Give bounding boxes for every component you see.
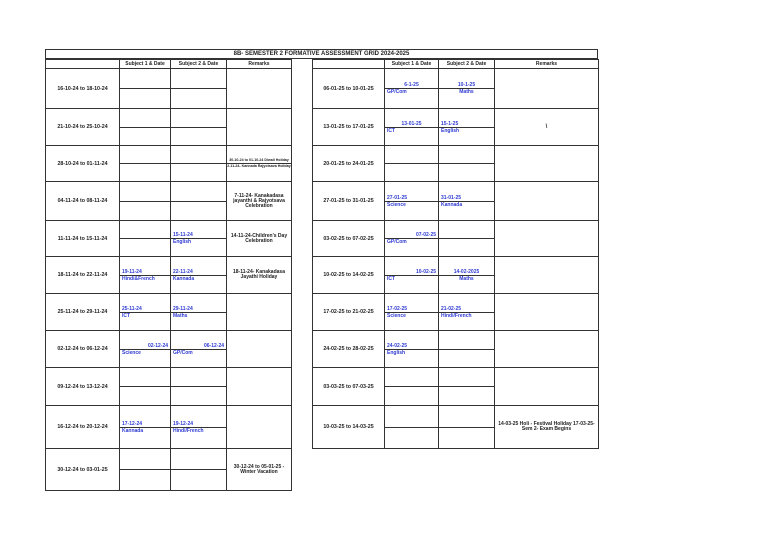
subject1-name: [120, 163, 170, 164]
subject2-cell[interactable]: [439, 368, 495, 406]
subject2-date: 31-01-25: [441, 194, 462, 201]
header-subject2: Subject 2 & Date: [439, 60, 495, 69]
week-range: 17-02-25 to 21-02-25: [313, 294, 385, 331]
subject1-name: Hindi&French: [120, 275, 170, 282]
subject1-name: GP/Com: [385, 88, 438, 95]
subject2-name: [439, 349, 494, 350]
subject1-cell[interactable]: [120, 406, 171, 449]
table-row: [313, 182, 599, 221]
table-row: [46, 69, 292, 109]
header-week: [46, 60, 120, 69]
subject1-name: ICT: [120, 312, 170, 319]
subject1-name: GP/Com: [385, 238, 438, 245]
table-row: [313, 221, 599, 257]
subject2-date: 21-02-25: [441, 305, 462, 312]
subject2-name: Hindi/French: [171, 427, 226, 434]
subject2-name: [171, 201, 226, 202]
remark-diwali: 30-10-24 to 01-10-24 Diwali Holiday: [229, 158, 289, 162]
subject2-cell[interactable]: [439, 182, 495, 221]
table-row: [313, 109, 599, 146]
remarks-cell: [495, 294, 599, 331]
week-range: 28-10-24 to 01-11-24: [46, 146, 120, 182]
week-range: 10-03-25 to 14-03-25: [313, 406, 385, 449]
subject2-name: [439, 386, 494, 387]
subject1-cell[interactable]: [120, 294, 171, 331]
subject2-cell[interactable]: [439, 406, 495, 449]
subject2-date: 15-1-25: [441, 120, 459, 127]
subject2-name: [171, 163, 226, 164]
subject1-cell[interactable]: [385, 221, 439, 257]
subject2-cell[interactable]: [171, 146, 227, 182]
subject1-cell[interactable]: [120, 109, 171, 146]
remarks-cell: [495, 257, 599, 294]
subject1-name: [120, 386, 170, 387]
subject2-cell[interactable]: [439, 294, 495, 331]
table-row: [46, 109, 292, 146]
subject2-date: 15-11-24: [173, 232, 193, 238]
remarks-cell: [495, 146, 599, 182]
subject2-cell[interactable]: [439, 69, 495, 109]
week-range: 24-02-25 to 28-02-25: [313, 331, 385, 368]
week-range: 25-11-24 to 29-11-24: [46, 294, 120, 331]
subject1-name: Science: [385, 312, 438, 319]
subject2-cell[interactable]: [171, 331, 227, 368]
remarks-cell: 30-12-24 to 05-01-25 -Winter Vacation: [227, 449, 292, 491]
remarks-cell: 18-11-24- Kanakadasa Jayathi Holiday: [227, 257, 292, 294]
subject2-cell[interactable]: [439, 109, 495, 146]
remarks-cell: [227, 109, 292, 146]
subject1-date: 24-02-25: [387, 342, 408, 349]
week-range: 27-01-25 to 31-01-25: [313, 182, 385, 221]
week-range: 04-11-24 to 08-11-24: [46, 182, 120, 221]
week-range: 03-02-25 to 07-02-25: [313, 221, 385, 257]
subject1-cell[interactable]: [385, 406, 439, 449]
subject2-date: 22-11-24: [173, 268, 193, 275]
subject2-name: Maths: [439, 275, 494, 282]
remarks-cell: [495, 69, 599, 109]
subject1-name: [385, 427, 438, 428]
subject1-cell[interactable]: [385, 368, 439, 406]
subject2-date: 06-12-24: [203, 342, 224, 349]
week-range: 06-01-25 to 10-01-25: [313, 69, 385, 109]
subject2-cell[interactable]: [439, 221, 495, 257]
subject2-cell[interactable]: [171, 368, 227, 406]
subject1-date: 6-1-25: [404, 82, 419, 88]
left-grid: [45, 59, 292, 491]
subject1-cell[interactable]: [385, 109, 439, 146]
subject2-cell[interactable]: [171, 406, 227, 449]
subject2-name: Kannada: [439, 201, 494, 208]
subject1-name: [385, 163, 438, 164]
subject2-name: Kannada: [171, 275, 226, 282]
subject1-date: 13-01-25: [401, 120, 422, 127]
subject1-date: 17-12-24: [122, 420, 143, 427]
header-subject2: Subject 2 & Date: [171, 60, 227, 69]
table-row: [313, 331, 599, 368]
remarks-cell: [495, 221, 599, 257]
subject1-cell[interactable]: [120, 221, 171, 257]
header-remarks: Remarks: [495, 60, 599, 69]
week-range: 02-12-24 to 06-12-24: [46, 331, 120, 368]
subject1-name: English: [385, 349, 438, 356]
subject1-name: [120, 201, 170, 202]
subject2-name: Hindi/French: [439, 312, 494, 319]
subject1-name: ICT: [385, 127, 438, 134]
week-range: 30-12-24 to 03-01-25: [46, 449, 120, 491]
remarks-cell: [495, 368, 599, 406]
sheet-title: 8B- SEMESTER 2 FORMATIVE ASSESSMENT GRID 2024-2025: [45, 49, 598, 59]
remarks-cell: \: [495, 109, 599, 146]
remarks-cell: [227, 69, 292, 109]
remarks-cell: [495, 331, 599, 368]
table-row: [46, 449, 292, 491]
subject2-name: [171, 88, 226, 89]
subject2-cell[interactable]: [171, 182, 227, 221]
subject2-name: [171, 386, 226, 387]
subject1-cell[interactable]: [385, 182, 439, 221]
subject1-date: 02-12-24: [147, 342, 168, 349]
subject2-cell[interactable]: [171, 109, 227, 146]
subject2-cell[interactable]: [171, 449, 227, 491]
subject2-cell[interactable]: [439, 146, 495, 182]
table-row: [46, 182, 292, 221]
table-row: [313, 368, 599, 406]
subject2-name: Maths: [439, 88, 494, 95]
subject1-name: Science: [385, 201, 438, 208]
subject1-cell[interactable]: [120, 182, 171, 221]
right-grid: [312, 59, 599, 449]
week-range: 09-12-24 to 13-12-24: [46, 368, 120, 406]
remarks-cell: [227, 331, 292, 368]
subject2-cell[interactable]: [171, 69, 227, 109]
header-subject1: Subject 1 & Date: [120, 60, 171, 69]
subject1-date: 19-11-24: [122, 268, 142, 275]
subject1-cell[interactable]: [385, 294, 439, 331]
remarks-cell: [227, 368, 292, 406]
subject1-name: [385, 386, 438, 387]
subject2-date: 14-02-2025: [453, 268, 480, 275]
subject1-cell[interactable]: [120, 257, 171, 294]
remarks-cell: 7-11-24- Kanakadasa jayanthi & Rajyotsava Celebration: [227, 182, 292, 221]
subject2-date: 10-1-25: [457, 82, 476, 88]
subject2-name: [439, 238, 494, 239]
header-subject1: Subject 1 & Date: [385, 60, 439, 69]
subject2-name: English: [171, 238, 226, 245]
subject1-cell[interactable]: [385, 331, 439, 368]
subject1-cell[interactable]: [385, 257, 439, 294]
week-range: 21-10-24 to 25-10-24: [46, 109, 120, 146]
remarks-cell: [227, 406, 292, 449]
header-remarks: Remarks: [227, 60, 292, 69]
subject1-name: [120, 127, 170, 128]
subject1-date: 10-02-25: [415, 268, 436, 275]
table-row: [313, 294, 599, 331]
remark-rajyotsava: 2-11-24- Kannada Rajyotsava Holiday: [227, 164, 291, 168]
subject2-date: 19-12-24: [173, 420, 194, 427]
subject2-cell[interactable]: [439, 331, 495, 368]
table-row: [313, 69, 599, 109]
subject2-cell[interactable]: [171, 257, 227, 294]
week-range: 16-10-24 to 18-10-24: [46, 69, 120, 109]
table-row: [46, 368, 292, 406]
subject2-name: [171, 127, 226, 128]
table-row: [313, 146, 599, 182]
remarks-cell: [495, 182, 599, 221]
week-range: 10-02-25 to 14-02-25: [313, 257, 385, 294]
table-row: [46, 146, 292, 182]
subject2-name: [439, 163, 494, 164]
subject1-name: Science: [120, 349, 170, 356]
subject1-name: ICT: [385, 275, 438, 282]
subject1-name: [120, 469, 170, 470]
table-row: [46, 221, 292, 257]
subject1-cell[interactable]: [120, 331, 171, 368]
remarks-cell: 14-11-24-Children's Day Celebration: [227, 221, 292, 257]
subject2-cell[interactable]: [439, 257, 495, 294]
week-range: 13-01-25 to 17-01-25: [313, 109, 385, 146]
subject2-name: Maths: [171, 312, 226, 319]
subject1-cell[interactable]: [120, 69, 171, 109]
week-range: 20-01-25 to 24-01-25: [313, 146, 385, 182]
subject1-name: [120, 238, 170, 239]
table-row: [313, 406, 599, 449]
subject2-name: [171, 469, 226, 470]
header-week: [313, 60, 385, 69]
remarks-cell: [227, 146, 292, 182]
subject1-cell[interactable]: [120, 449, 171, 491]
subject2-cell[interactable]: [171, 294, 227, 331]
subject1-date: 25-11-24: [122, 305, 142, 312]
table-row: [46, 331, 292, 368]
week-range: 16-12-24 to 20-12-24: [46, 406, 120, 449]
week-range: 18-11-24 to 22-11-24: [46, 257, 120, 294]
subject1-date: 17-02-25: [387, 305, 408, 312]
table-row: [46, 406, 292, 449]
table-row: [46, 257, 292, 294]
subject1-name: [120, 88, 170, 89]
subject1-date: 07-02-25: [415, 232, 436, 238]
subject1-name: Kannada: [120, 427, 170, 434]
week-range: 11-11-24 to 15-11-24: [46, 221, 120, 257]
week-range: 03-03-25 to 07-03-25: [313, 368, 385, 406]
subject1-date: 27-01-25: [387, 194, 408, 201]
subject2-name: English: [439, 127, 494, 134]
subject2-name: [439, 427, 494, 428]
subject1-cell[interactable]: [385, 69, 439, 109]
subject1-cell[interactable]: [120, 368, 171, 406]
table-row: [313, 257, 599, 294]
remarks-cell: [227, 294, 292, 331]
subject1-cell[interactable]: [385, 146, 439, 182]
subject1-cell[interactable]: [120, 146, 171, 182]
subject2-cell[interactable]: [171, 221, 227, 257]
subject2-date: 29-11-24: [173, 305, 193, 312]
remarks-cell: 14-03-25 Holi - Festival Holiday 17-03-25- Sem 2- Exam Begins: [495, 406, 599, 449]
table-row: [46, 294, 292, 331]
subject2-name: GP/Com: [171, 349, 226, 356]
